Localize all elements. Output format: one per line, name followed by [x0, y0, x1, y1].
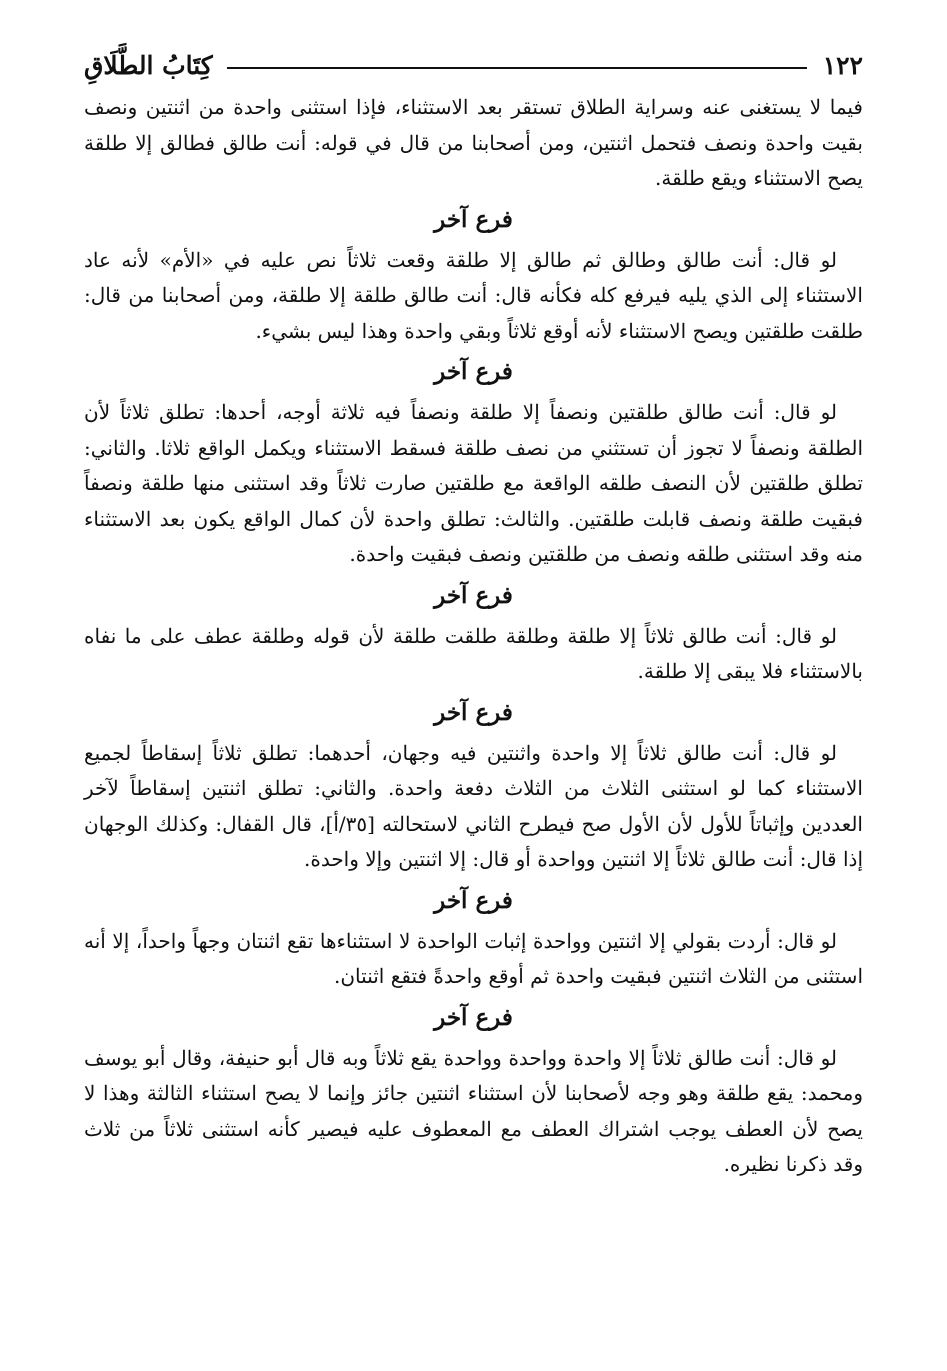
- paragraph: لو قال: أنت طالق ثلاثاً إلا واحدة واثنتين فيه وجهان، أحدهما: تطلق ثلاثاً إسقاطاً لجميع الاستثناء كما لو استثنى الثلاث من الثلاث دفعة واحدة. والثاني: تطلق اثنتين إسقاطاً لآخر العددين وإثباتاً للأول لأن الأول صح فيطرح الثاني لاستحالته [٣٥/أ]، قال القفال: وكذلك الوجهان إذا قال: أنت طالق ثلاثاً إلا اثنتين وواحدة أو قال: إلا اثنتين وإلا واحدة.: [84, 740, 863, 871]
- page-body: [84, 90, 863, 1183]
- section-heading: فرع آخر: [434, 1003, 513, 1031]
- section-heading: فرع آخر: [434, 698, 513, 726]
- book-title: كِتَابُ الطَّلَاقِ: [84, 50, 213, 80]
- page-number: ١٢٢: [822, 50, 863, 80]
- section-heading: فرع آخر: [434, 581, 513, 609]
- section-heading: فرع آخر: [434, 358, 513, 385]
- paragraph: لو قال: أنت طالق طلقتين ونصفاً إلا طلقة ونصفاً فيه ثلاثة أوجه، أحدها: تطلق ثلاثاً لأن الطلقة ونصفاً لا تجوز أن تستثني من نصف طلقة فسقط الاستثناء ويكمل الواقع ثلاثا. والثاني: تطلق طلقتين لأن النصف طلقه الواقعة مع طلقتين صارت ثلاثاً وقد استثنى منها طلقة ونصفاً فبقيت طلقة ونصف قابلت طلقتين. والثالث: تطلق واحدة لأن كمال الواقع يكون بعد الاستثناء منه وقد استثنى طلقه ونصف من طلقتين ونصف فبقيت واحدة.: [84, 400, 863, 566]
- paragraph: لو قال: أنت طالق ثلاثاً إلا طلقة وطلقة طلقت طلقة لأن قوله وطلقة عطف على ما نفاه بالاستثناء فلا يبقى إلا طلقة.: [84, 623, 863, 683]
- paragraph: لو قال: أنت طالق ثلاثاً إلا واحدة وواحدة وواحدة يقع ثلاثاً وبه قال أبو حنيفة، وقال أبو يوسف ومحمد: يقع طلقة وهو وجه لأصحابنا لأن استثناء اثنتين جائز وإنما لا يصح استثناء الثالثة وهذا لا يصح لأن العطف يوجب اشتراك العطف مع المعطوف عليه فيصير كأنه استثنى ثلاثاً من ثلاث وقد ذكرنا نظيره.: [84, 1045, 863, 1176]
- paragraph: لو قال: أنت طالق وطالق ثم طالق إلا طلقة وقعت ثلاثاً نص عليه في «الأم» لأنه عاد الاستثناء إلى الذي يليه فيرفع كله فكأنه قال: أنت طالق طلقة إلا طلقة، ومن أصحابنا من قال: طلقت طلقتين ويصح الاستثناء لأنه أوقع ثلاثاً وبقي واحدة وهذا ليس بشيء.: [84, 247, 863, 343]
- running-header: [84, 40, 863, 90]
- header-rule: [227, 67, 807, 69]
- section-heading: فرع آخر: [434, 205, 513, 233]
- section-heading: فرع آخر: [434, 886, 513, 914]
- paragraph: فيما لا يستغنى عنه وسراية الطلاق تستقر بعد الاستثناء، فإذا استثنى واحدة من اثنتين ونصف بقيت واحدة ونصف فتحمل اثنتين، ومن أصحابنا من قال في قوله: أنت طالق فطالق إلا طلقة يصح الاستثناء ويقع طلقة.: [84, 95, 863, 190]
- paragraph: لو قال: أردت بقولي إلا اثنتين وواحدة إثبات الواحدة لا استثناءها تقع اثنتان وجهاً واحداً، إلا أنه استثنى من الثلاث اثنتين فبقيت واحدة ثم أوقع واحدةً فتقع اثنتان.: [84, 928, 863, 988]
